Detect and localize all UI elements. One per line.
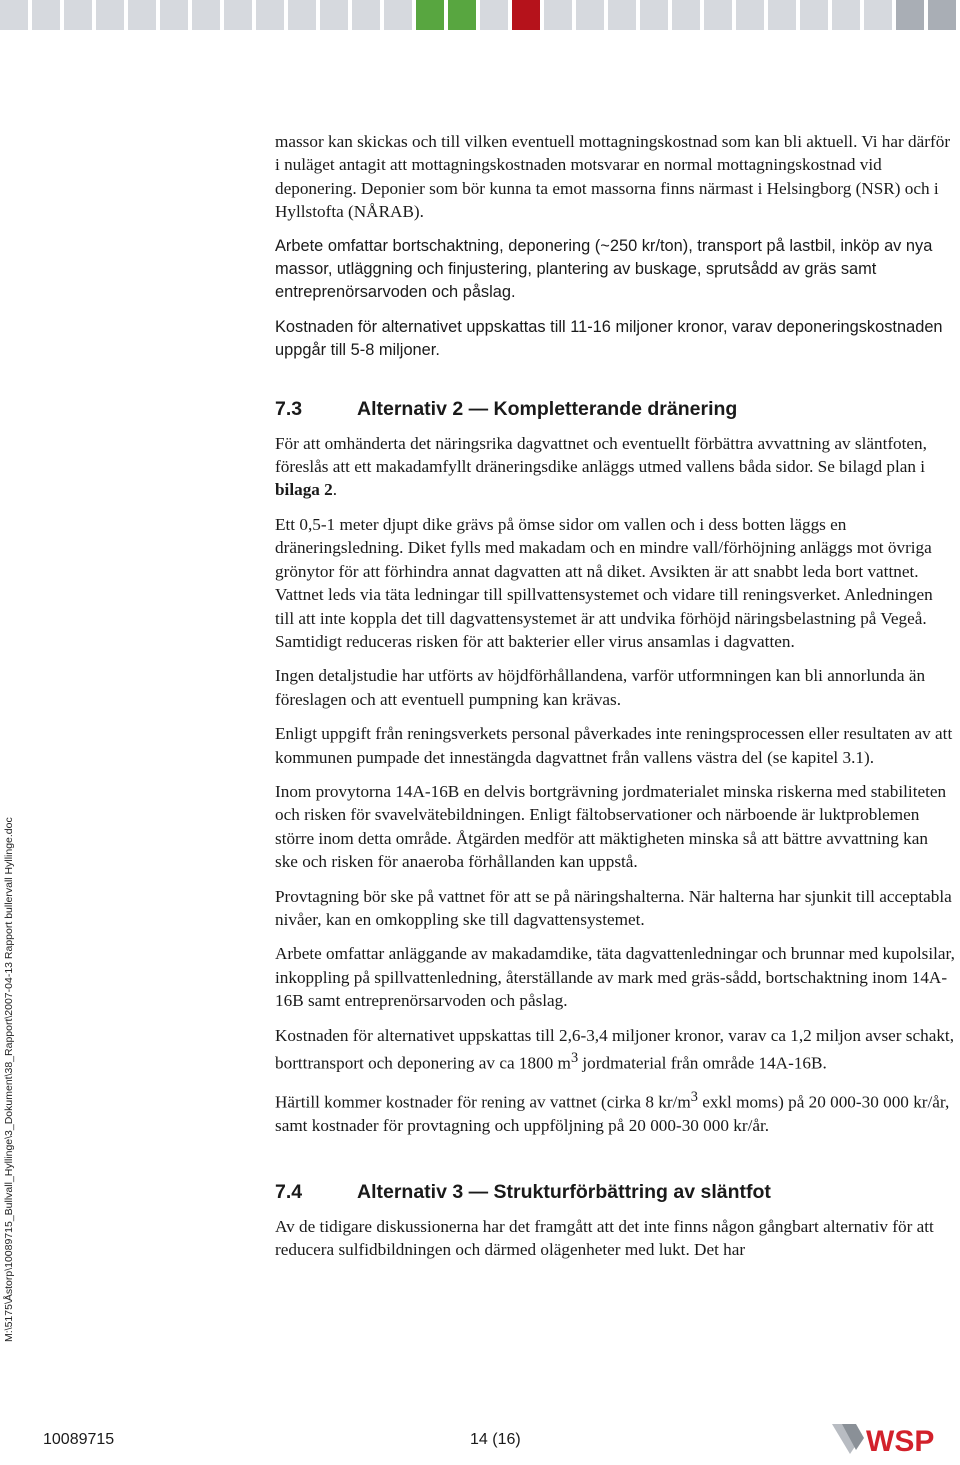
header-square: [160, 0, 188, 30]
paragraph: Ingen detaljstudie har utförts av höjdförhållandena, varför utformningen kan bli annorlunda än föreslagen och att eventuell pumpning kan krävas.: [275, 666, 926, 709]
header-color-bar: [0, 0, 960, 30]
header-square: [800, 0, 828, 30]
header-square: [96, 0, 124, 30]
section-title: Alternativ 3 — Strukturförbättring av släntfot: [357, 1180, 771, 1203]
document-number: 10089715: [43, 1431, 115, 1448]
header-square: [608, 0, 636, 30]
wsp-logo-icon: [828, 1418, 956, 1460]
paragraph-text: För att omhänderta det näringsrika dagvattnet och eventuellt förbättra avvattning av släntfoten, föreslås att ett makadamfyllt dräneringsdike anläggs utmed vallens båda sidor. Se bilagd plan i: [275, 433, 927, 477]
header-square-red: [512, 0, 540, 30]
header-square: [288, 0, 316, 30]
page-number: 14 (16): [470, 1431, 521, 1448]
paragraph-text: Härtill kommer kostnader för rening av vattnet (cirka 8 kr/m: [275, 1092, 691, 1112]
header-square-green: [416, 0, 444, 30]
header-square: [736, 0, 764, 30]
header-square: [352, 0, 380, 30]
section-title: Alternativ 2 — Kompletterande dränering: [357, 397, 738, 420]
paragraph-text: jordmaterial från område 14A-16B.: [578, 1053, 827, 1073]
paragraph: Kostnaden för alternativet uppskattas till 11-16 miljoner kronor, varav deponeringskostnaden uppgår till 5-8 miljoner.: [275, 317, 943, 360]
paragraph: [275, 1024, 955, 1076]
header-square: [480, 0, 508, 30]
document-body: [275, 130, 955, 1273]
paragraph: [275, 1086, 955, 1138]
paragraph: Ett 0,5-1 meter djupt dike grävs på ömse sidor om vallen och i dess botten läggs en dräneringsledning. Diket fylls med makadam och en mindre vall/förhöjning anläggs mot övriga grönytor för att förhindra annat dagvatten att nå diket. Avsikten är att snabbt leda bort vattnet. Vattnet leds via täta ledningar till spillvattensystemet och vidare till reningsverket. Anledningen till att inte koppla det till dagvattensystemet är att undvika förhöjd näringsbelastning på Vegeå. Samtidigt reduceras risken för att bakterier eller virus ansamlas i dagvatten.: [275, 514, 933, 651]
paragraph: [275, 432, 955, 502]
section-number: 7.4: [275, 1180, 303, 1203]
paragraph: Arbete omfattar anläggande av makadamdike, täta dagvattenledningar och brunnar med kupolsilar, inkoppling på spillvattenledning, återställande av mark med gräs-sådd, bortschaktning inom 14A-16B samt entreprenörsarvoden och påslag.: [275, 944, 955, 1011]
paragraph-text: Kostnaden för alternativet uppskattas till 2,6-3,4 miljoner kronor, varav ca 1,2 miljon avser schakt, borttransport och deponering av ca 1800 m: [275, 1025, 954, 1073]
header-square: [320, 0, 348, 30]
sidebar-file-path: M:\5175\Åstorp\10089715_Bullvall_Hyllinge\3_Dokument\38_Rapport\2007-04-13 Rapport bullervall Hyllinge.doc: [3, 817, 15, 1342]
header-square: [384, 0, 412, 30]
header-square: [864, 0, 892, 30]
header-square: [832, 0, 860, 30]
header-square: [256, 0, 284, 30]
bilaga-reference: bilaga 2: [275, 480, 333, 500]
section-number: 7.3: [275, 397, 303, 420]
header-square: [640, 0, 668, 30]
header-square: [128, 0, 156, 30]
header-square-dark: [928, 0, 956, 30]
header-square: [64, 0, 92, 30]
header-square: [768, 0, 796, 30]
header-square: [544, 0, 572, 30]
page-footer: [0, 1427, 960, 1457]
logo-text: WSP: [866, 1425, 935, 1458]
paragraph: massor kan skickas och till vilken eventuell mottagningskostnad som kan bli aktuell. Vi har därför i nuläget antagit att mottagningskostnaden motsvarar en normal mottagningskostnad vid deponering. Deponier som bör kunna ta emot massorna finns närmast i Helsingborg (NSR) och i Hyllstofta (NÅRAB).: [275, 132, 951, 222]
header-square: [192, 0, 220, 30]
header-square: [576, 0, 604, 30]
header-square-green: [448, 0, 476, 30]
header-square: [32, 0, 60, 30]
header-square-dark: [896, 0, 924, 30]
header-square: [672, 0, 700, 30]
header-square: [704, 0, 732, 30]
section-heading-7-4: [275, 1179, 955, 1205]
paragraph-text: exkl moms) på 20 000-30 000 kr/år, samt kostnader för provtagning och uppföljning på 20 000-30 000 kr/år.: [275, 1092, 950, 1136]
paragraph: Enligt uppgift från reningsverkets personal påverkades inte reningsprocessen eller resultaten av att kommunen pumpade det innestängda dagvattnet från vallens västra del (se kapitel 3.1).: [275, 724, 953, 767]
paragraph: Provtagning bör ske på vattnet för att se på näringshalterna. När halterna har sjunkit till acceptabla nivåer, kan en omkoppling ske till dagvattensystemet.: [275, 886, 952, 929]
paragraph: Av de tidigare diskussionerna har det framgått att det inte finns någon gångbart alternativ för att reducera sulfidbildningen och därmed olägenheter med lukt. Det har: [275, 1216, 934, 1260]
section-heading-7-3: [275, 396, 955, 422]
header-square: [224, 0, 252, 30]
superscript: 3: [570, 1050, 579, 1066]
header-square: [0, 0, 28, 30]
paragraph: Inom provytorna 14A-16B en delvis bortgrävning jordmaterialet minska riskerna med stabiliteten och risken för svavelvätebildningen. Enligt fältobservationer och närboende är luktproblemen större inom detta område. Åtgärden medför att mäktigheten minska så att bättre avvattning kan ske och risken för anaeroba förhållanden kan uppstå.: [275, 781, 947, 872]
paragraph-text: .: [332, 480, 338, 500]
wsp-logo: [828, 1418, 956, 1460]
superscript: 3: [690, 1089, 698, 1106]
paragraph: Arbete omfattar bortschaktning, deponering (~250 kr/ton), transport på lastbil, inköp av nya massor, utläggning och finjustering, plantering av buskage, sprutsådd av gräs samt entreprenörsarvoden och påslag.: [275, 236, 933, 302]
